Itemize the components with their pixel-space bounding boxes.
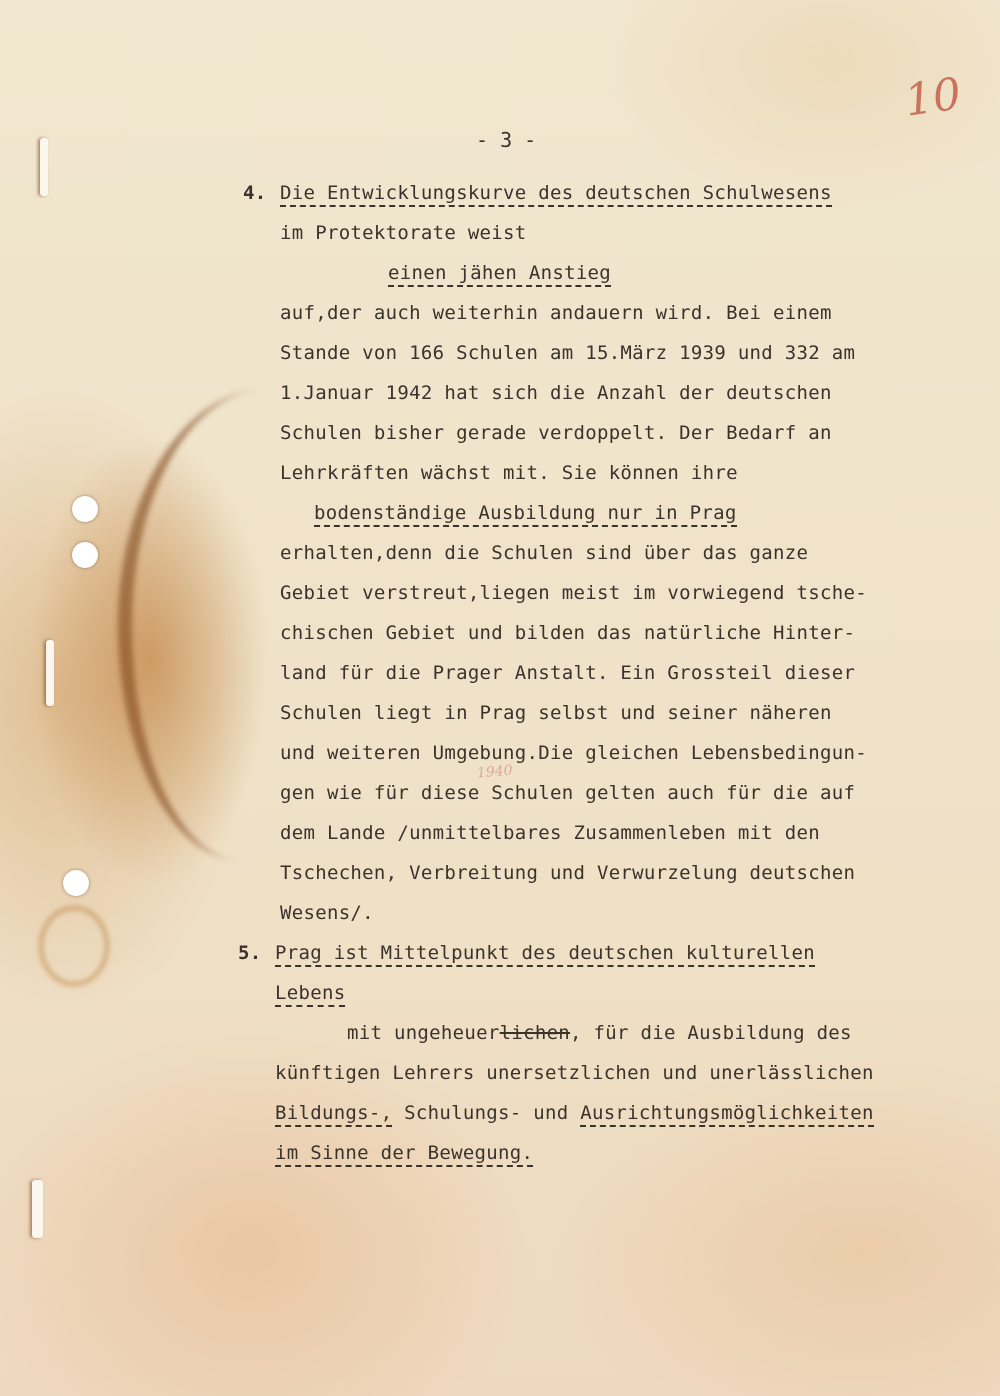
underlined-text: im Sinne der Bewegung. bbox=[275, 1142, 533, 1167]
punch-hole bbox=[63, 870, 89, 896]
body-line: gen wie für diese Schulen gelten auch für die auf bbox=[280, 782, 856, 804]
body-line: Tschechen, Verbreitung und Verwurzelung deutschen bbox=[280, 862, 856, 884]
body-line: dem Lande /unmittelbares Zusammenleben mit den bbox=[280, 822, 820, 844]
section-4-number: 4. bbox=[243, 182, 267, 204]
body-line: künftigen Lehrers unersetzlichen und unerlässlichen bbox=[275, 1062, 874, 1084]
body-line bbox=[347, 1022, 852, 1044]
body-line: Stande von 166 Schulen am 15.März 1939 und 332 am bbox=[280, 342, 856, 364]
section-4-heading-text: Die Entwicklungskurve des deutschen Schulwesens bbox=[280, 182, 832, 207]
body-line: 1.Januar 1942 hat sich die Anzahl der deutschen bbox=[280, 382, 832, 404]
stain-ring bbox=[38, 905, 110, 987]
body-line: Gebiet verstreut,liegen meist im vorwiegend tsche- bbox=[280, 582, 867, 604]
punch-hole bbox=[72, 542, 98, 568]
torn-edge bbox=[32, 1180, 43, 1238]
underlined-text: Bildungs-, bbox=[275, 1102, 392, 1127]
body-line: land für die Prager Anstalt. Ein Grossteil dieser bbox=[280, 662, 856, 684]
body-line: Wesens/. bbox=[280, 902, 374, 924]
section-5-heading-text: Lebens bbox=[275, 982, 345, 1007]
folio-number: 10 bbox=[901, 68, 965, 127]
body-line: Schulen bisher gerade verdoppelt. Der Bedarf an bbox=[280, 422, 832, 444]
struck-text: lichen bbox=[499, 1022, 571, 1044]
line-text: mit ungeheuer bbox=[347, 1022, 500, 1044]
underlined-text: Ausrichtungsmöglichkeiten bbox=[580, 1102, 873, 1127]
emphasis-text: einen jähen Anstieg bbox=[388, 262, 611, 287]
body-line bbox=[275, 1142, 533, 1164]
body-line: und weiteren Umgebung.Die gleichen Lebensbedingun- bbox=[280, 742, 867, 764]
section-5-number: 5. bbox=[238, 942, 262, 964]
section-4-heading bbox=[280, 182, 832, 204]
section-5-heading-text: Prag ist Mittelpunkt des deutschen kulturellen bbox=[275, 942, 815, 967]
page-number: - 3 - bbox=[476, 128, 537, 152]
body-line: Schulen liegt in Prag selbst und seiner näheren bbox=[280, 702, 832, 724]
body-line: erhalten,denn die Schulen sind über das ganze bbox=[280, 542, 809, 564]
body-line: chischen Gebiet und bilden das natürliche Hinter- bbox=[280, 622, 856, 644]
line-text: Schulungs- und bbox=[392, 1102, 581, 1124]
section-4-emphasis bbox=[388, 262, 611, 284]
torn-edge bbox=[40, 138, 48, 196]
line-text: , für die Ausbildung des bbox=[570, 1022, 852, 1044]
pencil-mark: 1940 bbox=[476, 762, 514, 782]
emphasis-text: bodenständige Ausbildung nur in Prag bbox=[314, 502, 737, 527]
torn-edge bbox=[46, 640, 54, 706]
section-5-heading bbox=[275, 942, 815, 964]
body-line bbox=[275, 1102, 874, 1124]
body-line: Lehrkräften wächst mit. Sie können ihre bbox=[280, 462, 738, 484]
section-4-emphasis-2 bbox=[314, 502, 737, 524]
section-4-heading-line2: im Protektorate weist bbox=[280, 222, 527, 244]
punch-hole bbox=[72, 496, 98, 522]
body-line: auf,der auch weiterhin andauern wird. Bei einem bbox=[280, 302, 832, 324]
section-5-heading-line2 bbox=[275, 982, 345, 1004]
